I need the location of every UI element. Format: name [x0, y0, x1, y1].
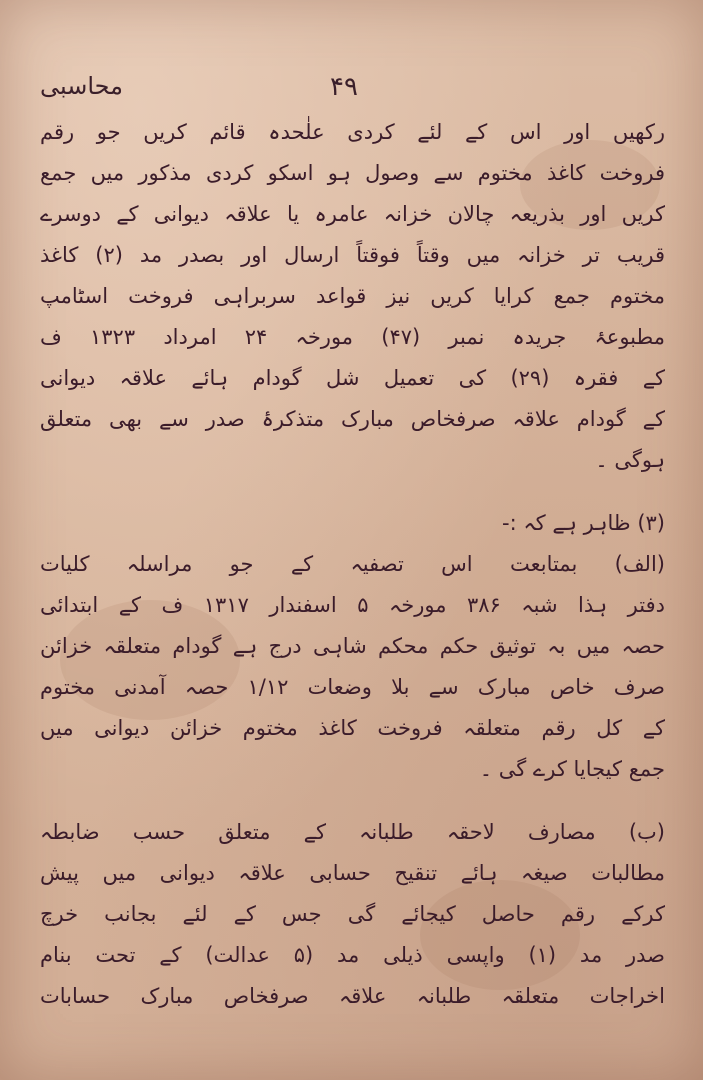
text-line: مختوم جمع کرایا کریں نیز قواعد سربراہی فروخت اسٹامپ: [40, 284, 665, 308]
body-text: [40, 112, 665, 1017]
text-line: حصہ میں بہ توثیق حکم محکم شاہی درج ہے گودام متعلقہ خزائن: [40, 634, 665, 658]
text-line: صدر مد (۱) واپسی ذیلی مد (۵ عدالت) کے تحت بنام: [40, 943, 665, 967]
text-line: کے فقرہ (۲۹) کی تعمیل شل گودام ہائے علاقہ دیوانی: [40, 366, 665, 390]
text-line: (ب) مصارف لاحقہ طلبانہ کے متعلق حسب ضابطہ: [40, 820, 665, 844]
page-header: [40, 72, 663, 112]
text-line: قریب تر خزانہ میں وقتاً فوقتاً ارسال اور بصدر مد (۲) کاغذ: [40, 243, 665, 267]
text-line: جمع کیجایا کرے گی ۔: [479, 757, 665, 781]
text-line: کرکے رقم حاصل کیجائے گی جس کے لئے بجانب خرچ: [40, 902, 665, 926]
text-line: اخراجات متعلقہ طلبانہ علاقہ صرفخاص مبارک حسابات: [40, 984, 665, 1008]
paragraph-gap: [40, 481, 665, 503]
text-line: مطبوعۂ جریدہ نمبر (۴۷) مورخہ ۲۴ امرداد ۱۳۲۳ ف: [40, 325, 665, 349]
text-line: کریں اور بذریعہ چالان خزانہ عامرہ یا علاقہ دیوانی کے دوسرے: [40, 202, 665, 226]
text-line: رکھیں اور اس کے لئے کردی علٰحدہ قائم کریں جو رقم: [40, 120, 665, 144]
text-line: فروخت کاغذ مختوم سے وصول ہو اسکو کردی مذکور میں جمع: [40, 161, 665, 185]
text-line: ہوگی ۔: [595, 448, 665, 472]
text-line: مطالبات صیغہ ہائے تنقیح حسابی علاقہ دیوانی میں پیش: [40, 861, 665, 885]
paragraph-gap: [40, 790, 665, 812]
text-line: (الف) بمتابعت اس تصفیہ کے جو مراسلہ کلیات: [40, 552, 665, 576]
text-line: دفتر ہذا شبہ ۳۸۶ مورخہ ۵ اسفندار ۱۳۱۷ ف کے ابتدائی: [40, 593, 665, 617]
text-line: صرف خاص مبارک سے بلا وضعات ۱/۱۲ حصہ آمدنی مختوم: [40, 675, 665, 699]
text-line: کے کل رقم متعلقہ فروخت کاغذ مختوم خزائن دیوانی میں: [40, 716, 665, 740]
text-line: کے گودام علاقہ صرفخاص مبارک متذکرۂ صدر سے بھی متعلق: [40, 407, 665, 431]
running-head: محاسبی: [40, 72, 124, 100]
section-heading: (۳) ظاہر ہے کہ :-: [502, 511, 665, 535]
page-number: ۴۹: [330, 72, 358, 102]
